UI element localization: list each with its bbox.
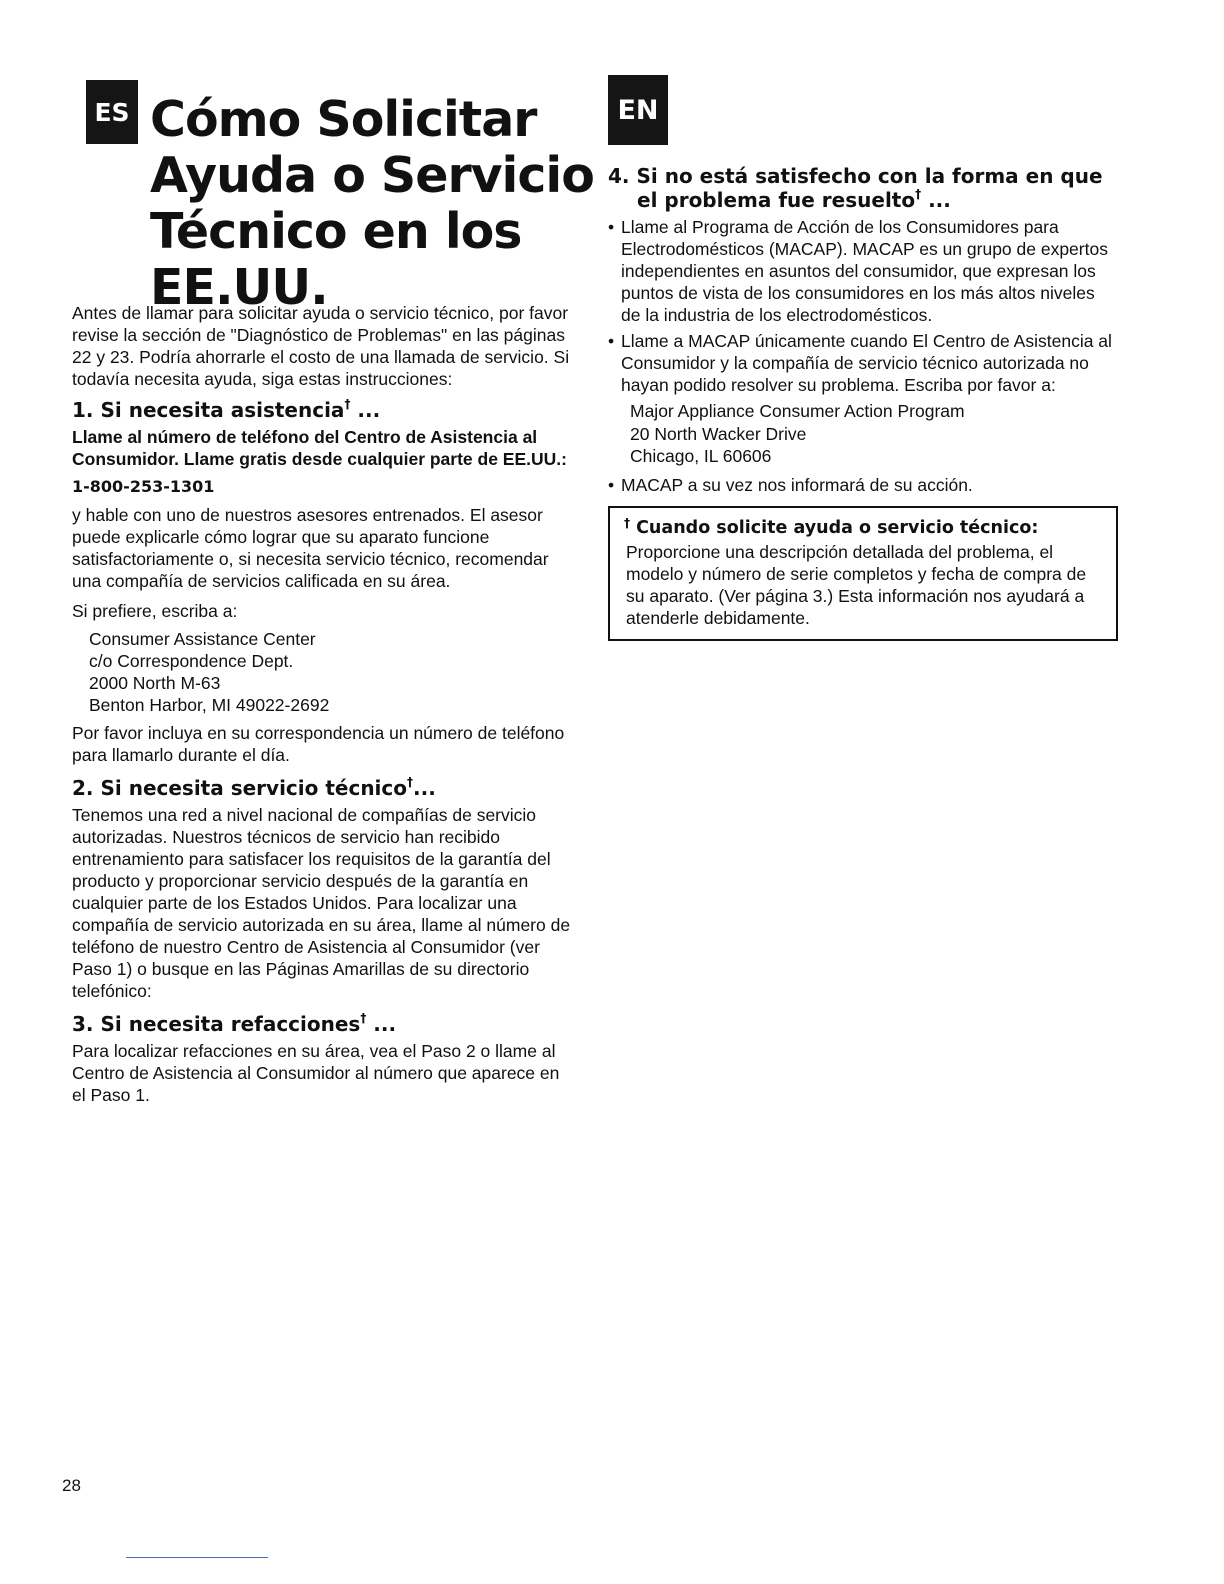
section-1-heading: 1. Si necesita asistencia† ...: [72, 397, 381, 422]
title-line: EE.UU.: [150, 259, 328, 316]
address-line: 2000 North M-63: [89, 673, 221, 693]
dagger-mark: †: [915, 187, 922, 201]
macap-bullet-1: • Llame al Programa de Acción de los Consumidores para Electrodomésticos (MACAP). MACAP es un grupo de expertos independientes en asuntos del consumidor, que expresan los puntos de vista de los consumidores en los más altos niveles de la industria de los electrodomésticos.: [608, 216, 1118, 326]
footer-rule: [126, 1557, 268, 1558]
macap-bullet-3: • MACAP a su vez nos informará de su acción.: [608, 474, 1118, 496]
service-note-box: [608, 506, 1118, 641]
call-instruction: Llame al número de teléfono del Centro de Asistencia al Consumidor. Llame gratis desde cualquier parte de EE.UU.:: [72, 427, 567, 469]
left-column: [72, 302, 577, 1106]
address-line: Consumer Assistance Center: [89, 629, 316, 649]
mailing-address: [89, 628, 577, 716]
address-line: c/o Correspondence Dept.: [89, 651, 294, 671]
note-title: † Cuando solicite ayuda o servicio técnico:: [624, 515, 1039, 538]
dagger-mark: †: [624, 515, 630, 530]
address-line: Major Appliance Consumer Action Program: [630, 401, 965, 421]
address-line: Chicago, IL 60606: [630, 446, 772, 466]
macap-bullet-2: • Llame a MACAP únicamente cuando El Centro de Asistencia al Consumidor y la compañía de servicio técnico autorizada no hayan podido resolver su problema. Escriba por favor a:: [608, 330, 1118, 396]
title-line: Técnico en los: [150, 203, 522, 260]
dagger-mark: †: [407, 775, 414, 789]
macap-address: [630, 400, 1118, 468]
title-line: Ayuda o Servicio: [150, 147, 594, 204]
section-3-heading: 3. Si necesita refacciones† ...: [72, 1011, 397, 1036]
section-3-body: Para localizar refacciones en su área, vea el Paso 2 o llame al Centro de Asistencia al Consumidor al número que aparece en el Paso 1.: [72, 1041, 560, 1105]
page-title: [150, 92, 594, 316]
correspondence-note: Por favor incluya en su correspondencia un número de teléfono para llamarlo durante el día.: [72, 723, 565, 765]
dagger-mark: †: [360, 1011, 367, 1025]
section-4-heading: 4. Si no está satisfecho con la forma en que el problema fue resuelto† ...: [608, 164, 1103, 212]
intro-paragraph: Antes de llamar para solicitar ayuda o servicio técnico, por favor revise la sección de "Diagnóstico de Problemas" en las páginas 22 y 23. Podría ahorrarle el costo de una llamada de servicio. Si todavía necesita ayuda, siga estas instrucciones:: [72, 303, 570, 389]
language-badge-es: ES: [86, 80, 138, 144]
note-body: Proporcione una descripción detallada del problema, el modelo y número de serie completos y fecha de compra de su aparato. (Ver página 3.) Esta información nos ayudará a atenderle debidamente.: [626, 541, 1087, 628]
section-2-heading: 2. Si necesita servicio técnico†...: [72, 775, 436, 800]
section-1-body: y hable con uno de nuestros asesores entrenados. El asesor puede explicarle cómo lograr que su aparato funcione satisfactoriamente o, si necesita servicio técnico, recomendar una compañía de servicios calificada en su área.: [72, 505, 549, 591]
right-column: [608, 164, 1118, 641]
language-badge-en: EN: [608, 75, 668, 145]
title-line: Cómo Solicitar: [150, 91, 537, 148]
section-2-body: Tenemos una red a nivel nacional de compañías de servicio autorizadas. Nuestros técnicos de servicio han recibido entrenamiento para satisfacer los requisitos de la garantía del producto y proporcionar servicio después de la garantía en cualquier parte de los Estados Unidos. Para localizar una compañía de servicio autorizada en su área, llame al número de teléfono de nuestro Centro de Asistencia al Consumidor (ver Paso 1) o busque en las Páginas Amarillas de su directorio telefónico:: [72, 805, 571, 1001]
write-intro: Si prefiere, escriba a:: [72, 601, 238, 621]
dagger-mark: †: [344, 397, 351, 411]
address-line: Benton Harbor, MI 49022-2692: [89, 695, 330, 715]
address-line: 20 North Wacker Drive: [630, 423, 807, 444]
phone-number: 1-800-253-1301: [72, 477, 215, 496]
page-number: 28: [62, 1476, 81, 1495]
